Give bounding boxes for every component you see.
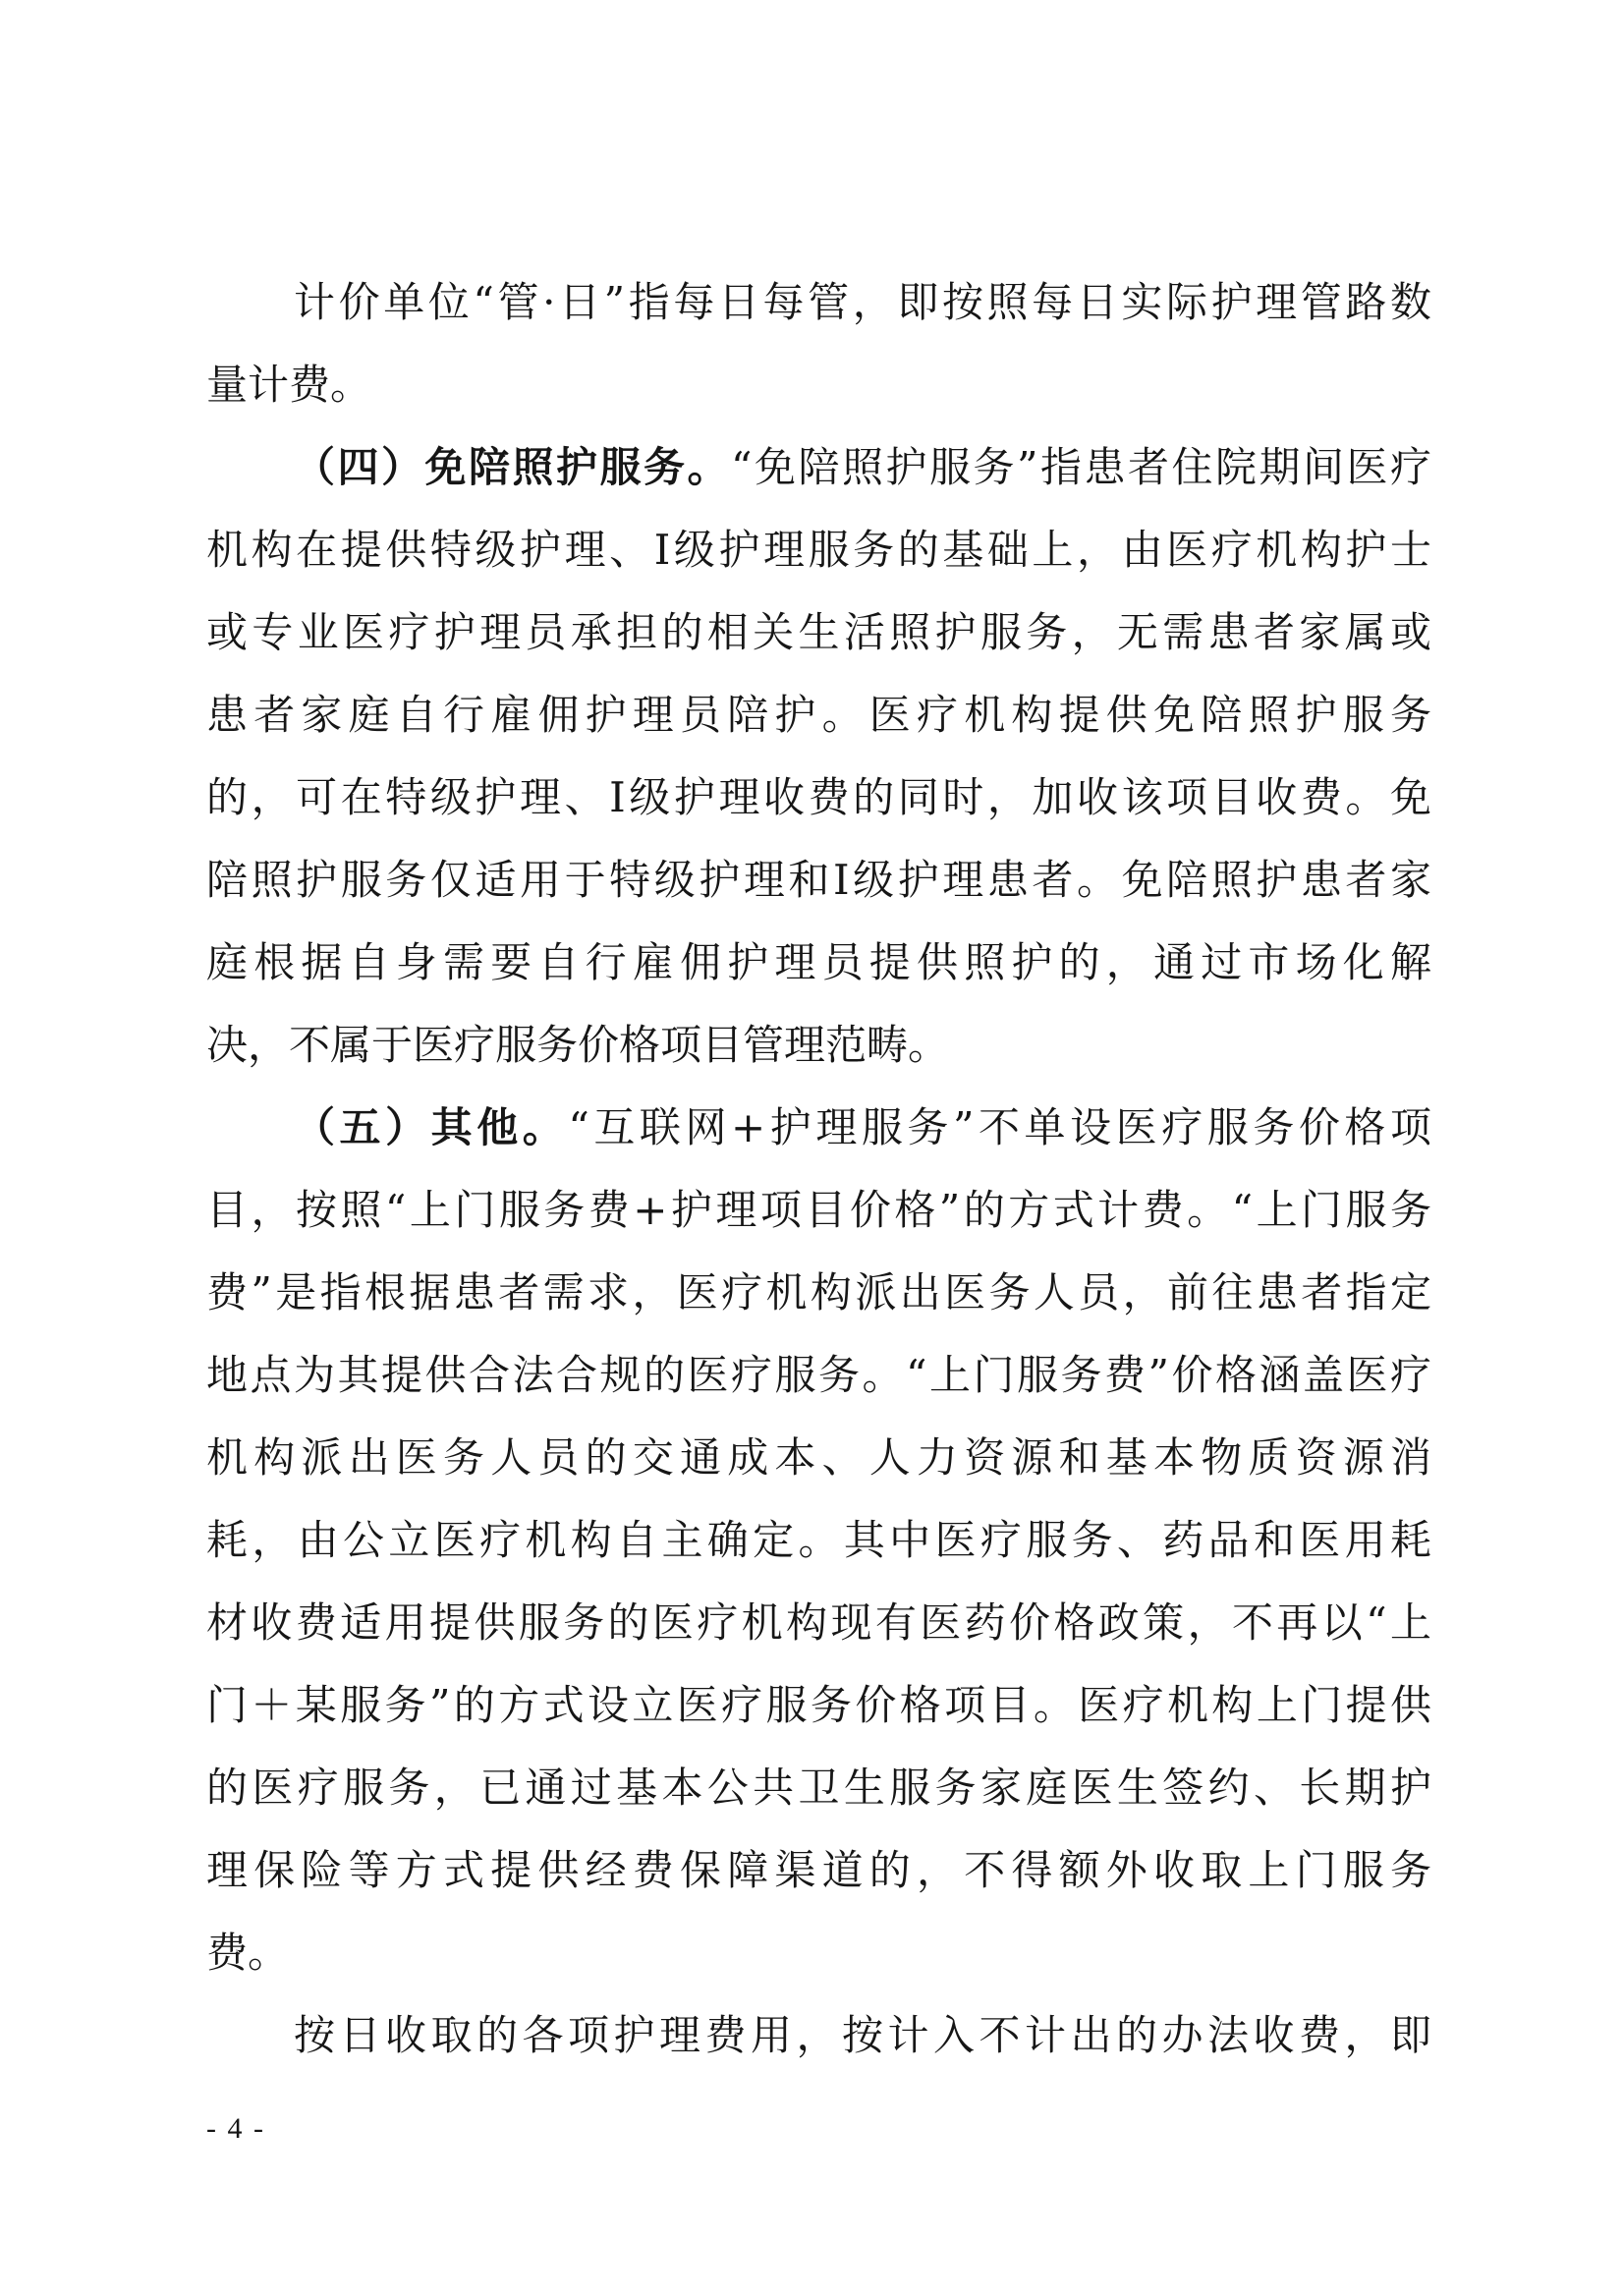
text-line: 陪照护服务仅适用于特级护理和I级护理患者。免陪照护患者家 [206, 856, 1431, 904]
text-line [206, 1087, 1431, 1169]
text-line-body: “互联网+护理服务”不单设医疗服务价格项 [568, 1103, 1431, 1151]
text-line: 决，不属于医疗服务价格项目管理范畴。 [206, 1021, 950, 1069]
paragraph-daily-fees [206, 1994, 1431, 2077]
text-line: 量计费。 [206, 361, 372, 409]
text-line: 的医疗服务，已通过基本公共卫生服务家庭医生签约、长期护 [206, 1764, 1431, 1812]
text-line: 庭根据自身需要自行雇佣护理员提供照护的，通过市场化解 [206, 938, 1431, 986]
document-body [206, 261, 1431, 2077]
text-line: 机构在提供特级护理、I级护理服务的基础上，由医疗机构护士 [206, 526, 1431, 574]
paragraph-escort-free-care [206, 426, 1431, 1087]
section-heading: （五）其他。 [294, 1103, 569, 1151]
paragraph-other [206, 1087, 1431, 1994]
text-line: 按日收取的各项护理费用，按计入不计出的办法收费，即 [294, 2011, 1431, 2059]
text-line: 门＋某服务”的方式设立医疗服务价格项目。医疗机构上门提供 [206, 1681, 1431, 1729]
text-line: 地点为其提供合法合规的医疗服务。“上门服务费”价格涵盖医疗 [206, 1351, 1431, 1399]
text-line: 计价单位“管·日”指每日每管，即按照每日实际护理管路数 [294, 278, 1431, 326]
text-line: 耗，由公立医疗机构自主确定。其中医疗服务、药品和医用耗 [206, 1516, 1431, 1564]
text-line: 材收费适用提供服务的医疗机构现有医药价格政策，不再以“上 [206, 1598, 1431, 1647]
text-line: 费。 [206, 1929, 290, 1977]
text-line: 或专业医疗护理员承担的相关生活照护服务，无需患者家属或 [206, 608, 1431, 656]
page-number: - 4 - [206, 2112, 265, 2145]
text-line: 的，可在特级护理、I级护理收费的同时，加收该项目收费。免 [206, 773, 1431, 821]
section-heading: （四）免陪照护服务。 [294, 443, 732, 491]
text-line: 理保险等方式提供经费保障渠道的，不得额外收取上门服务 [206, 1846, 1431, 1894]
text-line-body: “免陪照护服务”指患者住院期间医疗 [731, 443, 1431, 491]
text-line: 机构派出医务人员的交通成本、人力资源和基本物质资源消 [206, 1433, 1431, 1482]
text-line: 费”是指根据患者需求，医疗机构派出医务人员，前往患者指定 [206, 1268, 1431, 1316]
text-line: 患者家庭自行雇佣护理员陪护。医疗机构提供免陪照护服务 [206, 691, 1431, 739]
text-line [206, 426, 1431, 509]
text-line: 目，按照“上门服务费+护理项目价格”的方式计费。“上门服务 [206, 1186, 1431, 1234]
paragraph-billing-unit [206, 261, 1431, 426]
